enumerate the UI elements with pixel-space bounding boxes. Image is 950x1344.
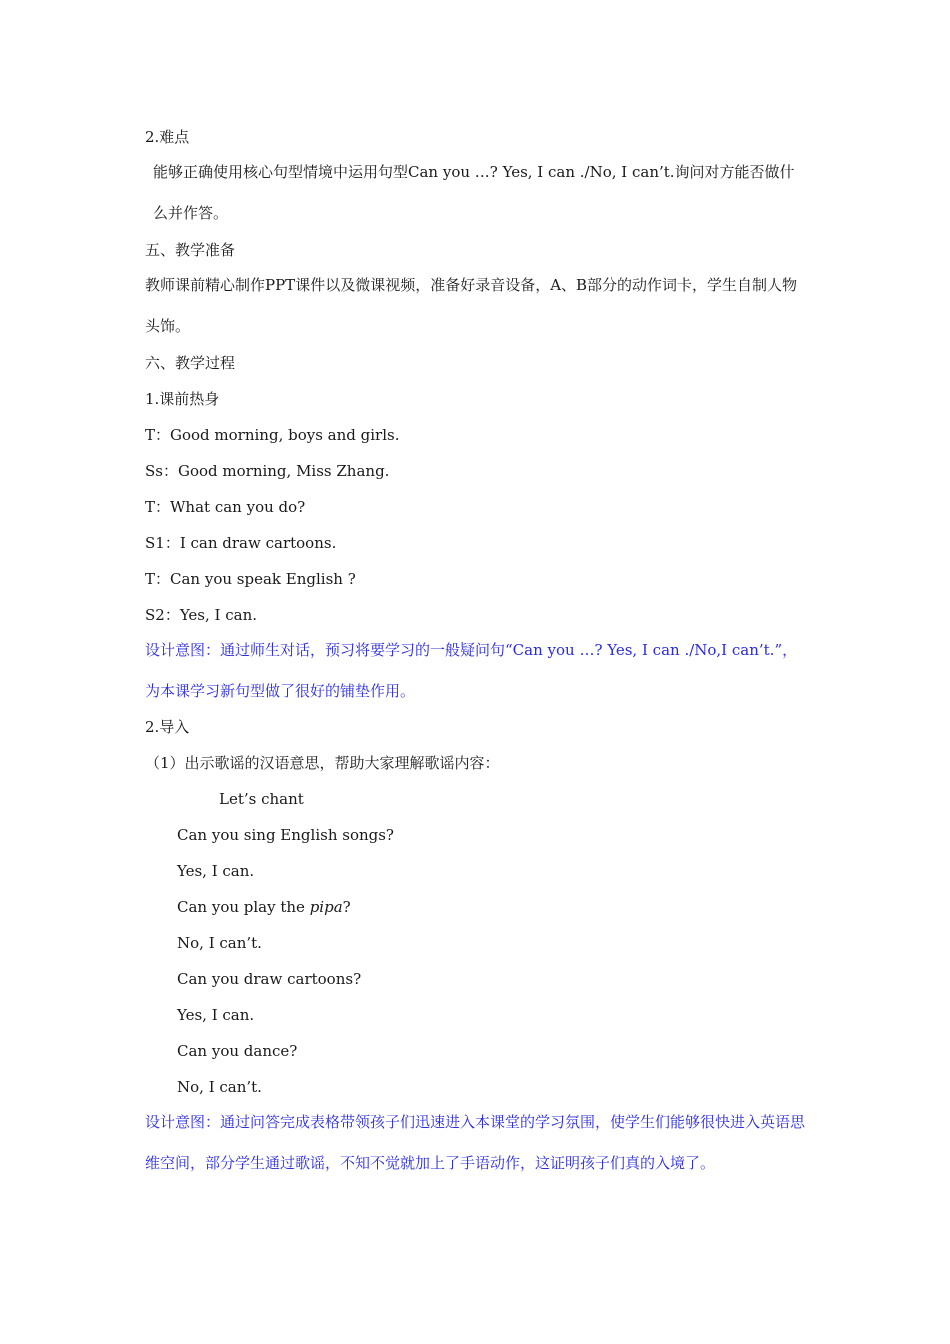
chant-text: ? xyxy=(342,898,351,916)
difficulty-text: 能够正确使用核心句型情境中运用句型Can you …? Yes, I can ./No, I can’t.询问对方能否做什么并作答。 xyxy=(153,163,795,222)
chant-italic-word: pipa xyxy=(309,898,343,916)
dialogue-line: S1：I can draw cartoons. xyxy=(145,534,337,552)
dialogue-line: T：Good morning, boys and girls. xyxy=(145,426,400,444)
chant-line: Can you draw cartoons? xyxy=(177,970,362,988)
intro-step1: （1）出示歌谣的汉语意思，帮助大家理解歌谣内容： xyxy=(145,754,500,772)
intro-heading: 2.导入 xyxy=(145,718,190,736)
chant-text: Can you play the xyxy=(177,898,310,916)
dialogue-line: S2：Yes, I can. xyxy=(145,606,257,624)
chant-line xyxy=(177,896,351,918)
warmup-heading: 1.课前热身 xyxy=(145,390,220,408)
section6-heading: 六、教学过程 xyxy=(145,354,236,372)
chant-line: No, I can’t. xyxy=(177,1078,262,1096)
dialogue-line: T：What can you do? xyxy=(145,498,306,516)
section5-heading: 五、教学准备 xyxy=(145,241,236,259)
section5-text: 教师课前精心制作PPT课件以及微课视频，准备好录音设备，A、B部分的动作词卡，学生自制人物头饰。 xyxy=(145,276,798,335)
dialogue-line: Ss：Good morning, Miss Zhang. xyxy=(145,462,390,480)
warmup-design-intent: 设计意图：通过师生对话，预习将要学习的一般疑问句“Can you …? Yes, I can ./No,I can’t.”，为本课学习新句型做了很好的铺垫作用。 xyxy=(145,641,798,700)
dialogue-line: T：Can you speak English ? xyxy=(145,570,356,588)
difficulty-heading: 2.难点 xyxy=(145,128,190,146)
chant-line: Can you sing English songs? xyxy=(177,826,394,844)
chant-line: No, I can’t. xyxy=(177,934,262,952)
chant-line: Yes, I can. xyxy=(177,1006,255,1024)
chant-line: Can you dance? xyxy=(177,1042,298,1060)
chant-title: Let’s chant xyxy=(219,790,304,808)
chant-line: Yes, I can. xyxy=(177,862,255,880)
intro-design-intent: 设计意图：通过问答完成表格带领孩子们迅速进入本课堂的学习氛围，使学生们能够很快进入英语思维空间，部分学生通过歌谣，不知不觉就加上了手语动作，这证明孩子们真的入境了。 xyxy=(145,1113,806,1172)
